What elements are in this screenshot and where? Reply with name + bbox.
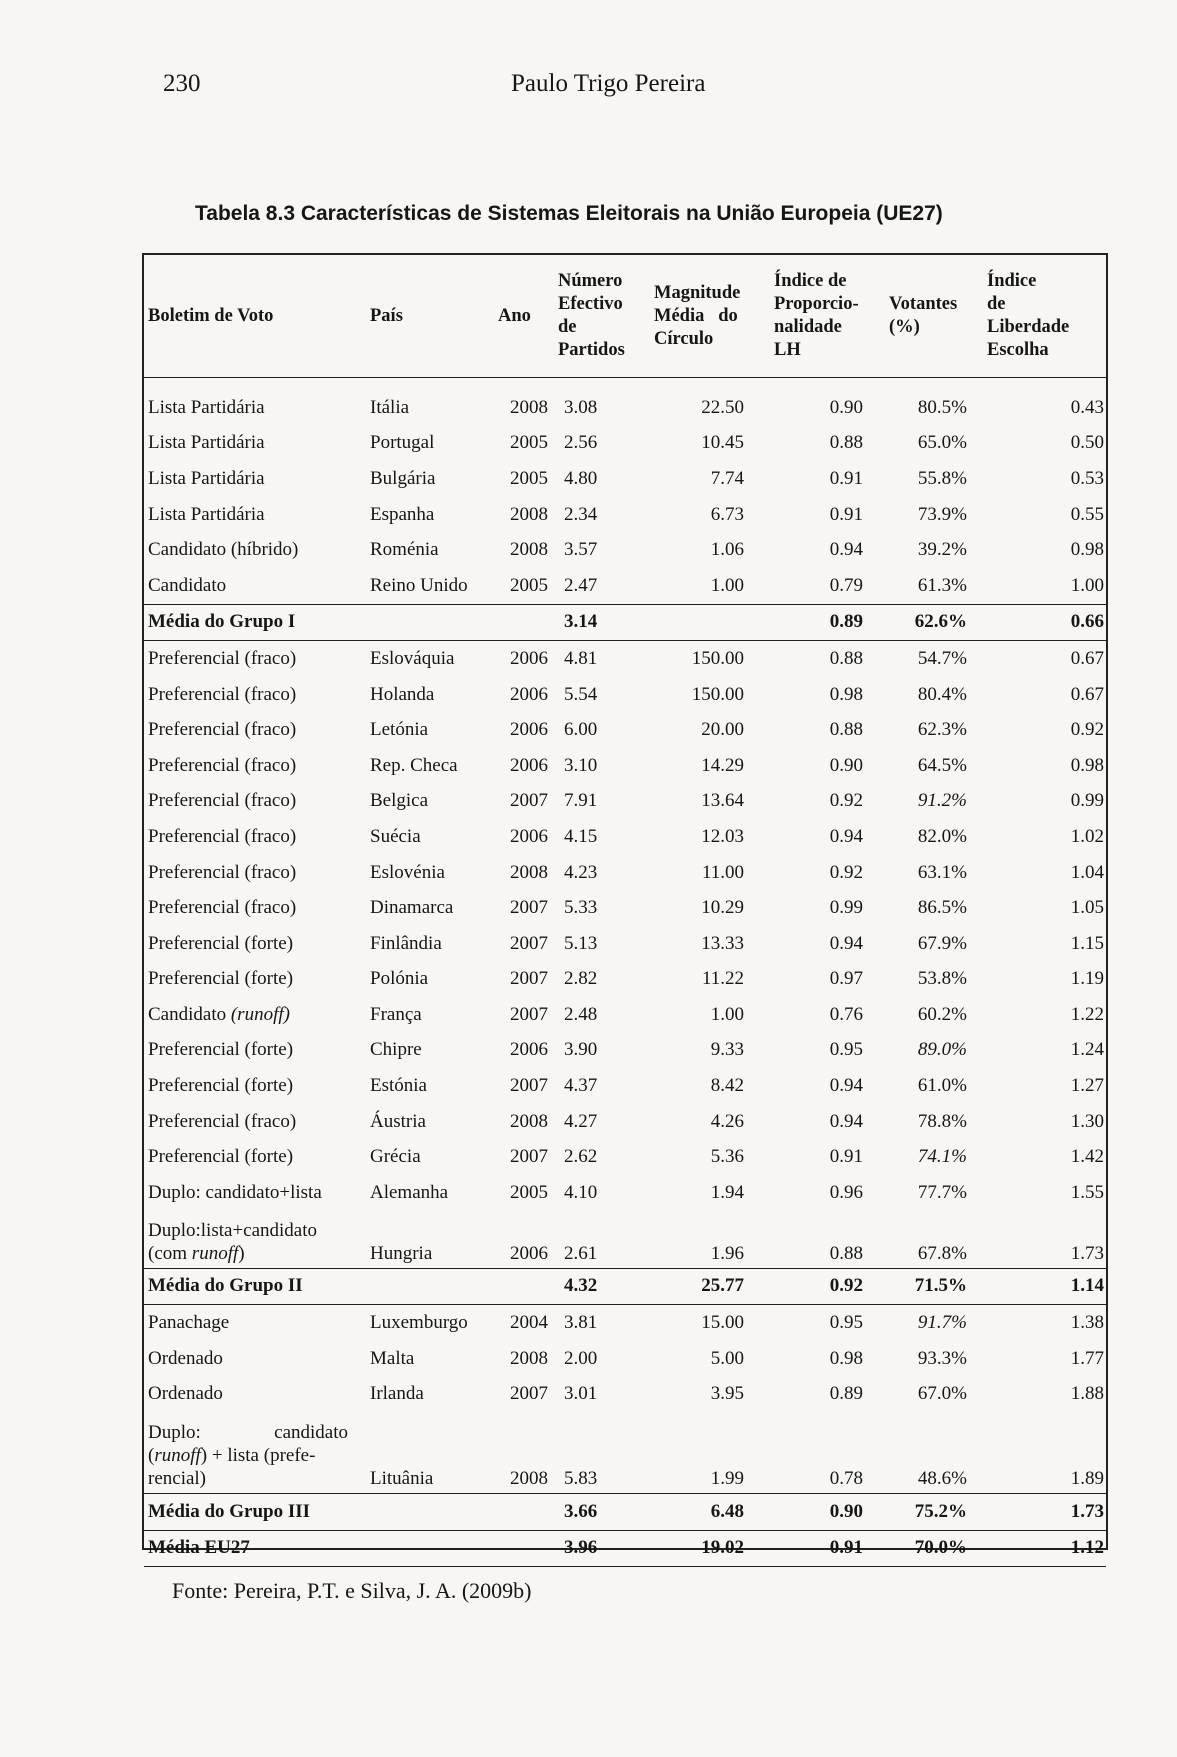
table-row: Panachage Luxemburgo 2004 3.81 15.00 0.95 91.7% 1.38 (148, 1312, 1104, 1334)
table-row: Lista Partidária Espanha 2008 2.34 6.73 0.91 73.9% 0.55 (148, 503, 1104, 525)
table-row: Preferencial (fraco) Áustria 2008 4.27 4.26 0.94 78.8% 1.30 (148, 1110, 1104, 1132)
group-average-row: Média do Grupo I 3.14 0.89 62.6% 0.66 (144, 604, 1106, 641)
group-average-row: Média do Grupo III 3.66 6.48 0.90 75.2% 1.73 (144, 1494, 1106, 1531)
table-row: Lista Partidária Bulgária 2005 4.80 7.74 0.91 55.8% 0.53 (148, 467, 1104, 489)
table-caption: Tabela 8.3 Características de Sistemas Eleitorais na União Europeia (UE27) (195, 202, 943, 225)
col-header-indice: Índice de Liberdade Escolha (987, 271, 1070, 360)
electoral-systems-table (144, 255, 1106, 1567)
table-source: Fonte: Pereira, P.T. e Silva, J. A. (2009b) (172, 1578, 532, 1603)
group-average-row: Média do Grupo II 4.32 25.77 0.92 71.5% 1.14 (144, 1268, 1106, 1305)
table-row: Preferencial (fraco) Holanda 2006 5.54 150.00 0.98 80.4% 0.67 (148, 683, 1104, 705)
table-row: Preferencial (fraco) Suécia 2006 4.15 12.03 0.94 82.0% 1.02 (148, 825, 1104, 847)
table-row: Preferencial (forte) Polónia 2007 2.82 11.22 0.97 53.8% 1.19 (148, 968, 1104, 990)
table-row: Duplo:lista+candidato (com runoff) Hungria 2006 2.61 1.96 0.88 67.8% 1.73 (148, 1219, 1104, 1264)
table-row: Preferencial (fraco) Eslovénia 2008 4.23 11.00 0.92 63.1% 1.04 (148, 861, 1104, 883)
col-header-nef: Número Efectivo de Partidos (558, 271, 625, 360)
col-header-lh: Índice de Proporcio- nalidade LH (774, 271, 859, 360)
page-number: 230 (163, 70, 201, 97)
table-header-row (144, 255, 1106, 378)
col-header-votantes: Votantes (%) (889, 294, 958, 337)
table-row: Preferencial (fraco) Letónia 2006 6.00 20.00 0.88 62.3% 0.92 (148, 719, 1104, 741)
table-row: Preferencial (fraco) Belgica 2007 7.91 13.64 0.92 91.2% 0.99 (148, 790, 1104, 812)
table-row: Candidato (runoff) França 2007 2.48 1.00 0.76 60.2% 1.22 (148, 1003, 1104, 1025)
col-header-boletim: Boletim de Voto (148, 305, 274, 326)
table-row: Duplo: candidato (runoff) + lista (prefe- rencial) Lituânia 2008 5.83 1.99 0.78 48.6% 1.89 (148, 1422, 1104, 1490)
table-row: Preferencial (forte) Grécia 2007 2.62 5.36 0.91 74.1% 1.42 (148, 1146, 1104, 1168)
table-row: Preferencial (fraco) Eslováquia 2006 4.81 150.00 0.88 54.7% 0.67 (148, 647, 1104, 669)
col-header-magnitude: Magnitude Média do Círculo (654, 282, 741, 349)
table-row: Preferencial (fraco) Dinamarca 2007 5.33 10.29 0.99 86.5% 1.05 (148, 897, 1104, 919)
table-row: Lista Partidária Portugal 2005 2.56 10.45 0.88 65.0% 0.50 (148, 432, 1104, 454)
col-header-ano: Ano (498, 305, 531, 326)
table-row: Ordenado Irlanda 2007 3.01 3.95 0.89 67.0% 1.88 (148, 1383, 1104, 1405)
table-row: Preferencial (forte) Finlândia 2007 5.13 13.33 0.94 67.9% 1.15 (148, 932, 1104, 954)
eu-average-row: Média EU27 3.96 19.02 0.91 70.0% 1.12 (144, 1530, 1106, 1567)
table-row: Lista Partidária Itália 2008 3.08 22.50 0.90 80.5% 0.43 (148, 396, 1104, 418)
col-header-pais: País (370, 305, 403, 326)
table-row: Duplo: candidato+lista Alemanha 2005 4.10 1.94 0.96 77.7% 1.55 (148, 1181, 1104, 1203)
table-row: Candidato Reino Unido 2005 2.47 1.00 0.79 61.3% 1.00 (148, 574, 1104, 596)
table-row: Ordenado Malta 2008 2.00 5.00 0.98 93.3% 1.77 (148, 1347, 1104, 1369)
table-row: Preferencial (forte) Estónia 2007 4.37 8.42 0.94 61.0% 1.27 (148, 1075, 1104, 1097)
running-head-author: Paulo Trigo Pereira (511, 70, 706, 97)
table-frame (142, 253, 1108, 1559)
page-header (163, 70, 763, 110)
table-row: Preferencial (fraco) Rep. Checa 2006 3.10 14.29 0.90 64.5% 0.98 (148, 754, 1104, 776)
table-row: Candidato (híbrido) Roménia 2008 3.57 1.06 0.94 39.2% 0.98 (148, 539, 1104, 561)
table-row: Preferencial (forte) Chipre 2006 3.90 9.33 0.95 89.0% 1.24 (148, 1039, 1104, 1061)
